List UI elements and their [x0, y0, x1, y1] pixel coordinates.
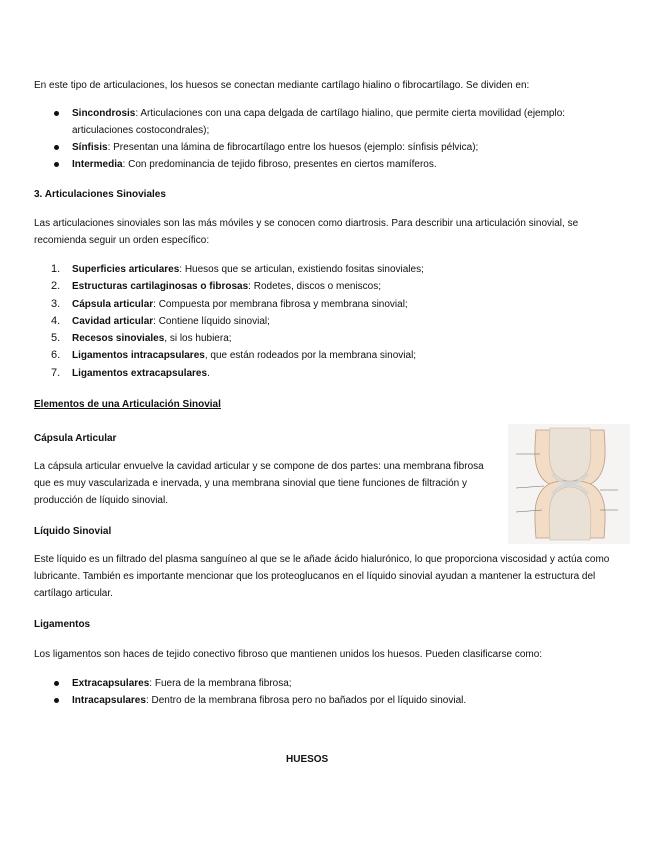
- bullet-icon: [54, 145, 59, 150]
- list-item: 2. Estructuras cartilaginosas o fibrosas: Rodetes, discos o meniscos;: [51, 280, 382, 293]
- ligamentos-heading: Ligamentos: [34, 619, 91, 630]
- bullet-icon: [54, 162, 59, 167]
- elements-heading: Elementos de una Articulación Sinovial: [34, 399, 221, 410]
- upper-bone-shape: [549, 428, 591, 481]
- bullet-icon: [54, 111, 59, 116]
- lower-bone-shape: [549, 487, 591, 540]
- ligament-types-list: [34, 675, 594, 709]
- section-3-paragraph: Las articulaciones sinoviales son las más móviles y se conocen como diartrosis. Para describir una articulación sinovial, se recomienda seguir un orden específico:: [34, 218, 579, 246]
- list-item: Intracapsulares: Dentro de la membrana fibrosa pero no bañados por el líquido sinovial.: [34, 692, 594, 709]
- section-3-heading: 3. Articulaciones Sinoviales: [34, 189, 166, 200]
- list-item: Sínfisis: Presentan una lámina de fibrocartílago entre los huesos (ejemplo: sínfisis pélvica);: [34, 139, 574, 156]
- ligamentos-paragraph: Los ligamentos son haces de tejido conectivo fibroso que mantienen unidos los huesos. Pueden clasificarse como:: [34, 649, 543, 660]
- list-item: Sincondrosis: Articulaciones con una capa delgada de cartílago hialino, que permite cierta movilidad (ejemplo: articulaciones costocondrales);: [34, 105, 574, 139]
- list-item: Intermedia: Con predominancia de tejido fibroso, presentes en ciertos mamíferos.: [34, 156, 574, 173]
- list-item: 6. Ligamentos intracapsulares, que están rodeados por la membrana sinovial;: [51, 349, 417, 362]
- capsula-heading: Cápsula Articular: [34, 433, 117, 444]
- synovial-joint-illustration: [508, 424, 630, 544]
- liquido-paragraph: Este líquido es un filtrado del plasma sanguíneo al que se le añade ácido hialurónico, lo que proporciona viscosidad y actúa como lubricante. También es importante mencionar que los proteoglucanos en el líquido sinovial ayudan a mantener la estructura del cartílago articular.: [34, 554, 610, 599]
- synovial-order-list: [34, 261, 594, 382]
- capsula-paragraph: La cápsula articular envuelve la cavidad articular y se compone de dos partes: una membrana fibrosa que es muy vascularizada e inervada, y una membrana sinovial que tiene funciones de filtración y producción de líquido sinovial.: [34, 461, 484, 506]
- bullet-icon: [54, 698, 59, 703]
- list-item: 4. Cavidad articular: Contiene líquido sinovial;: [51, 314, 270, 327]
- intro-paragraph: En este tipo de articulaciones, los huesos se conectan mediante cartílago hialino o fibrocartílago. Se dividen en:: [34, 80, 530, 91]
- liquido-heading: Líquido Sinovial: [34, 526, 112, 537]
- list-item: Extracapsulares: Fuera de la membrana fibrosa;: [34, 675, 594, 692]
- list-item: 3. Cápsula articular: Compuesta por membrana fibrosa y membrana sinovial;: [51, 297, 408, 310]
- cartilaginous-types-list: [34, 105, 574, 173]
- list-item: 5. Recesos sinoviales, si los hubiera;: [51, 332, 232, 345]
- list-item: 7. Ligamentos extracapsulares.: [51, 366, 210, 379]
- bullet-icon: [54, 681, 59, 686]
- list-item: 1. Superficies articulares: Huesos que se articulan, existiendo fositas sinoviales;: [51, 263, 424, 275]
- huesos-heading: HUESOS: [286, 754, 329, 765]
